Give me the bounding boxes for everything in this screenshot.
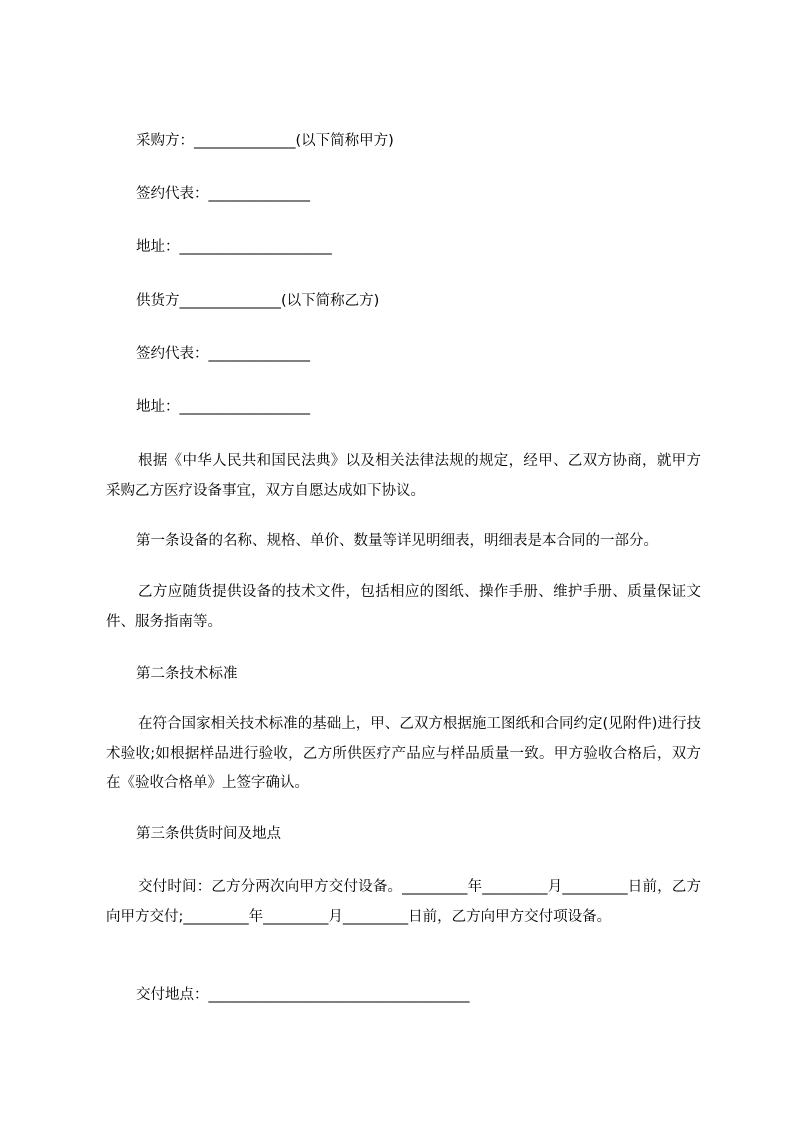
buyer-representative-line: 签约代表：______________ [136, 186, 310, 202]
article-2-body: 在符合国家相关技术标准的基础上，甲、乙双方根据施工图纸和合同约定(见附件)进行技术验收;如根据样品进行验收，乙方所供医疗产品应与样品质量一致。甲方验收合格后，双方在《验收合格单》上签字确认。 [106, 716, 701, 791]
article-2-heading: 第二条技术标准 [136, 666, 238, 682]
buyer-address-line: 地址：_____________________ [136, 239, 332, 255]
article-3-heading: 第三条供货时间及地点 [136, 826, 281, 842]
article-3-delivery-time: 交付时间：乙方分两次向甲方交付设备。_________年_________月_________日前，乙方向甲方交付;_________年_________月_________日前，乙方向甲方交付项设备。 [106, 879, 701, 925]
supplier-representative-line: 签约代表：______________ [136, 346, 310, 362]
supplier-address-line: 地址：__________________ [136, 399, 310, 415]
article-1-text: 第一条设备的名称、规格、单价、数量等详见明细表，明细表是本合同的一部分。 [136, 533, 658, 549]
supplier-line: 供货方______________(以下简称乙方) [136, 293, 380, 309]
article-3-delivery-place: 交付地点：____________________________________ [136, 987, 470, 1003]
article-1-technical-documents: 乙方应随货提供设备的技术文件，包括相应的图纸、操作手册、维护手册、质量保证文件、服务指南等。 [106, 584, 701, 630]
buyer-line: 采购方：______________(以下简称甲方) [136, 133, 394, 149]
preamble-paragraph: 根据《中华人民共和国民法典》以及相关法律法规的规定，经甲、乙双方协商，就甲方采购乙方医疗设备事宜，双方自愿达成如下协议。 [106, 453, 701, 499]
